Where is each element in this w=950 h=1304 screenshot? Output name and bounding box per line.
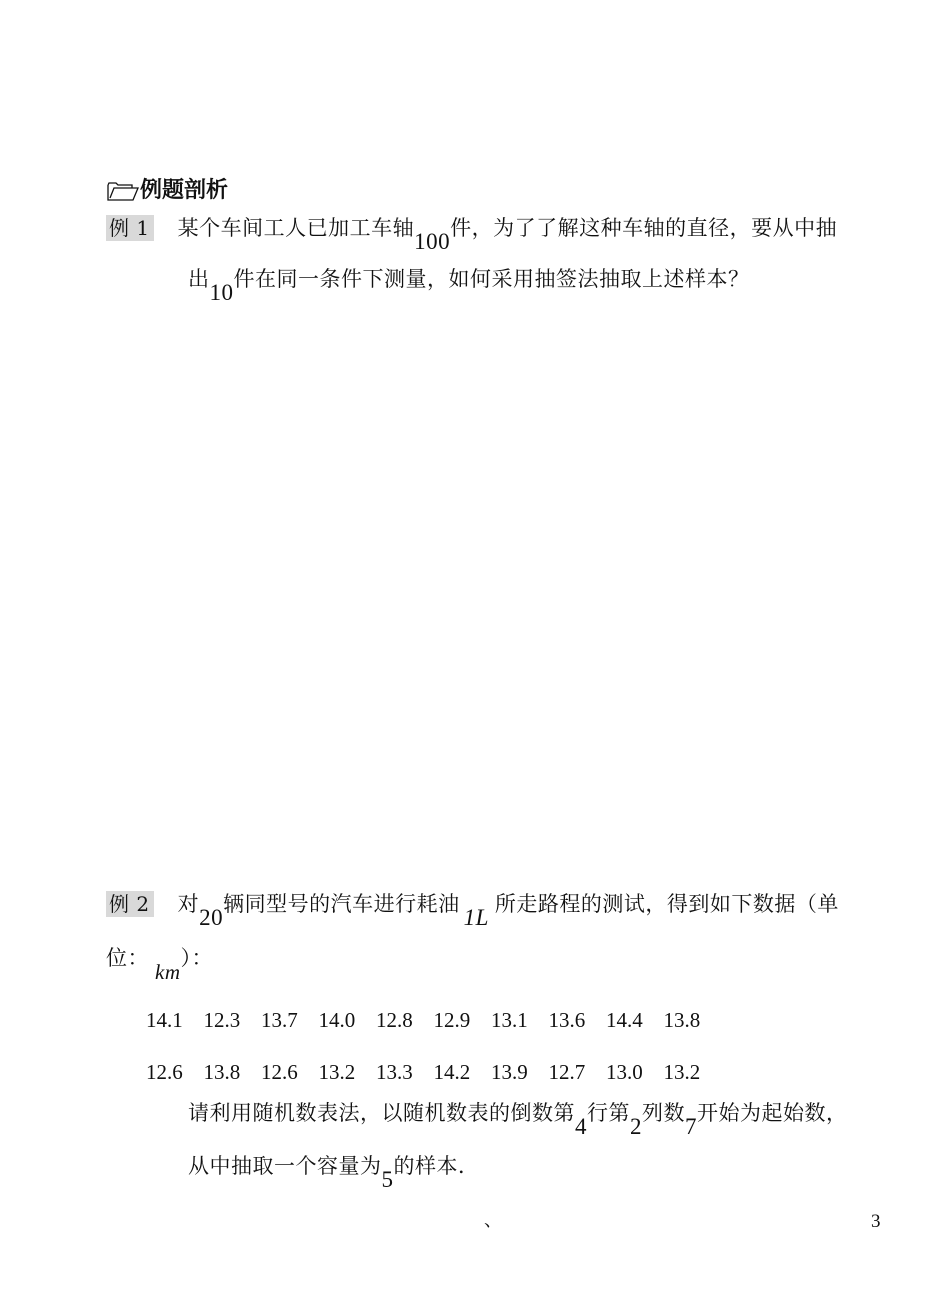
section-heading [106, 173, 228, 206]
example2-line2: 位：km）： [106, 946, 213, 984]
data-value: 12.6 [146, 1060, 183, 1084]
row-number: 4 [575, 1114, 587, 1139]
data-value: 14.2 [433, 1060, 471, 1084]
footer-mark: 、 [484, 1210, 502, 1231]
data-value: 12.8 [376, 1008, 413, 1032]
folder-icon [106, 180, 140, 206]
example2-volume: 1L [463, 905, 489, 930]
data-value: 14.1 [146, 1008, 183, 1032]
example2-unit: km [155, 960, 181, 984]
data-value: 12.3 [203, 1008, 241, 1032]
example2-label: 例 2 [106, 891, 154, 917]
example1-line2: 出10件在同一条件下测量，如何采用抽签法抽取上述样本？ [188, 267, 750, 305]
data-value: 12.7 [548, 1060, 586, 1084]
data-value: 13.2 [663, 1060, 701, 1084]
data-row-2 [146, 1060, 721, 1085]
example1-line1: 例 1 某个车间工人已加工车轴100件，为了了解这种车轴的直径，要从中抽 [106, 212, 837, 242]
data-value: 12.9 [433, 1008, 471, 1032]
data-value: 14.0 [318, 1008, 356, 1032]
section-title: 例题剖析 [140, 177, 229, 203]
data-value: 13.7 [261, 1008, 298, 1032]
data-value: 13.1 [491, 1008, 528, 1032]
data-value: 13.8 [203, 1060, 241, 1084]
data-value: 13.2 [318, 1060, 356, 1084]
sample-size-number: 5 [381, 1167, 394, 1192]
example2-line1: 例 2 对20辆同型号的汽车进行耗油1L所走路程的测试，得到如下数据（单 [106, 888, 839, 918]
example1-number-10: 10 [209, 280, 234, 305]
example1-label: 例 1 [106, 215, 154, 241]
data-value: 13.9 [491, 1060, 528, 1084]
data-value: 13.8 [663, 1008, 701, 1032]
start-number: 7 [685, 1114, 697, 1139]
data-value: 12.6 [261, 1060, 298, 1084]
data-value: 13.0 [606, 1060, 643, 1084]
example2-question-line1: 请利用随机数表法，以随机数表的倒数第4行第2列数7开始为起始数， [188, 1101, 848, 1139]
data-value: 13.3 [376, 1060, 413, 1084]
example2-question-line2: 从中抽取一个容量为5的样本． [188, 1154, 480, 1192]
column-number: 2 [630, 1114, 642, 1139]
page-number: 3 [871, 1211, 881, 1232]
example1-number-100: 100 [414, 229, 451, 254]
data-value: 13.6 [548, 1008, 586, 1032]
data-value: 14.4 [606, 1008, 643, 1032]
example2-number-20: 20 [199, 905, 224, 930]
data-row-1 [146, 1008, 721, 1033]
